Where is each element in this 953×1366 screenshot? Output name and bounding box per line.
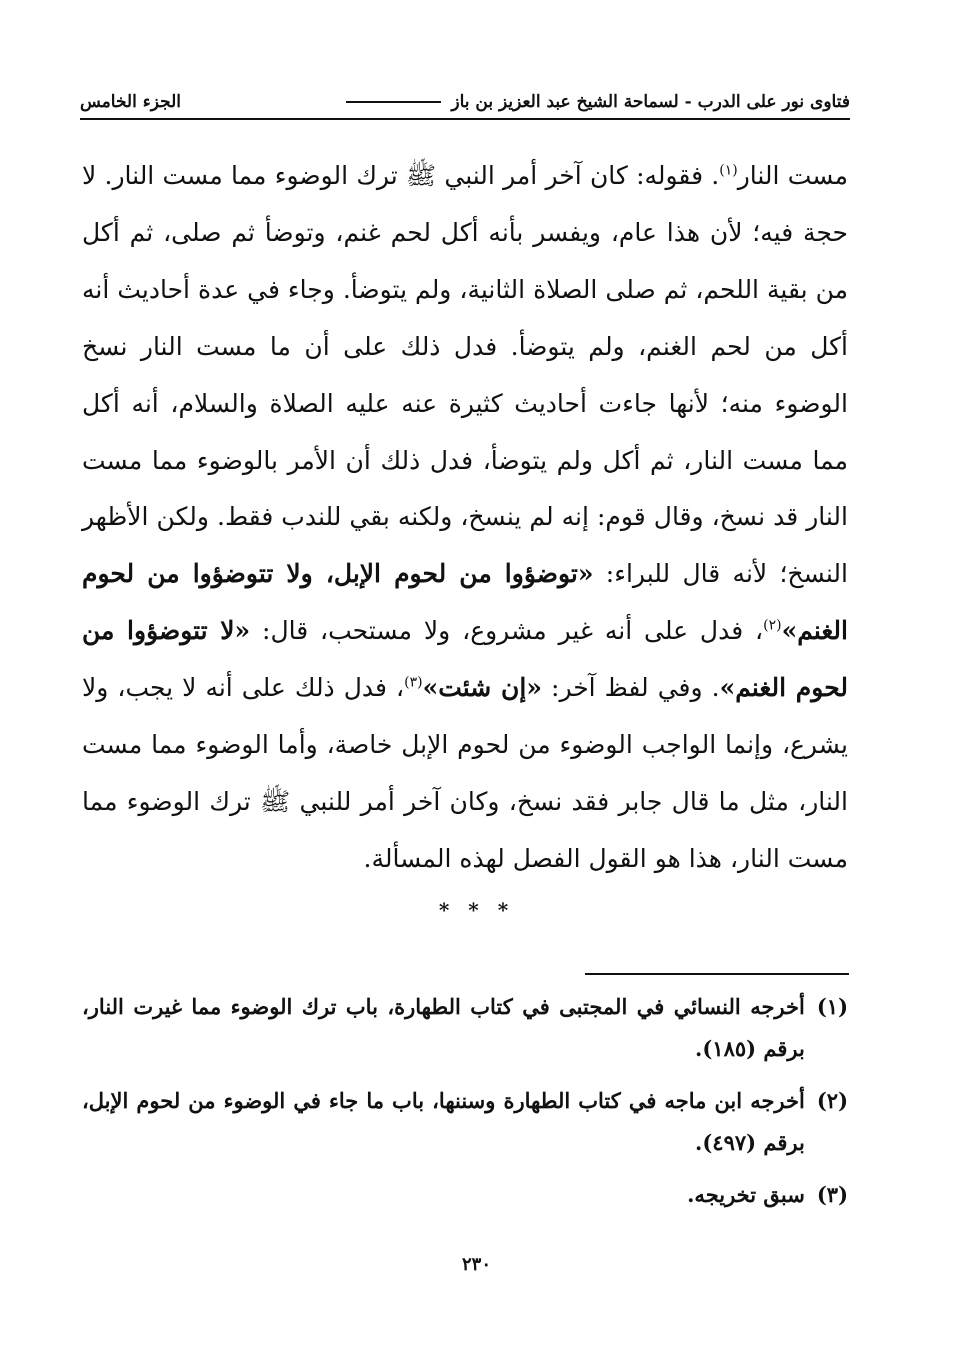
footnote-ref-2[interactable]: (٢) (763, 617, 782, 634)
footnote-number: (١) (816, 994, 848, 1019)
running-header (80, 92, 850, 120)
footnote-ref-1[interactable]: (١) (719, 162, 738, 179)
text-segment: ، فدل على أنه غير مشروع، ولا مستحب، قال: (250, 616, 764, 646)
footnote-text: أخرجه النسائي في المجتبى في كتاب الطهارة، باب ترك الوضوء مما غيرت النار، برقم (١٨٥). (82, 994, 805, 1061)
text-segment: . وفي لفظ آخر: (541, 673, 720, 703)
text-segment: مست النار (737, 161, 848, 190)
header-dash-line (346, 101, 441, 103)
section-separator: * * * (438, 898, 515, 922)
footnote-number: (٣) (816, 1182, 848, 1207)
hadith-quote: «إن شئت» (422, 673, 542, 703)
volume-label: الجزء الخامس (80, 92, 182, 112)
footnote-number: (٢) (816, 1088, 848, 1113)
text-segment: . فقوله: كان آخر أمر النبي ﷺ ترك الوضوء مما مست النار. لا حجة فيه؛ لأن هذا عام، ويفسر بأنه أكل لحم غنم، وتوضأ ثم صلى، ثم أكل من بقية اللحم، ثم صلى الصلاة الثانية، ولم يتوضأ. وجاء في عدة أحاديث أنه أكل من لحم الغنم، ولم يتوضأ. فدل ذلك على أن ما مست النار نسخ الوضوء منه؛ لأنها جاءت أحاديث كثيرة عنه عليه الصلاة والسلام، أنه أكل مما مست النار، ثم أكل ولم يتوضأ، فدل ذلك أن الأمر بالوضوء مما مست النار قد نسخ، وقال قوم: إنه لم ينسخ، ولكنه بقي للندب فقط. ولكن الأظهر النسخ؛ لأنه قال للبراء: (82, 161, 848, 589)
footnote-text: أخرجه ابن ماجه في كتاب الطهارة وسننها، باب ما جاء في الوضوء من لحوم الإبل، برقم (٤٩٧). (82, 1088, 805, 1155)
footnotes (82, 986, 848, 1226)
text-segment: ، فدل ذلك على أنه لا يجب، ولا يشرع، وإنما الواجب الوضوء من لحوم الإبل خاصة، وأما الوضوء مما مست النار، مثل ما قال جابر فقد نسخ، وكان آخر أمر للنبي ﷺ ترك الوضوء مما مست النار، هذا هو القول الفصل لهذه المسألة. (82, 673, 848, 873)
hadith-quote: «لا تتوضؤوا من لحوم الغنم» (82, 616, 848, 703)
footnote-rule (585, 973, 849, 975)
main-text (82, 148, 848, 888)
hadith-quote: «توضؤوا من لحوم الإبل، ولا تتوضؤوا من لحوم الغنم» (82, 559, 848, 646)
header-title-group (346, 92, 850, 112)
footnote-3 (82, 1174, 848, 1216)
footnote-2 (82, 1080, 848, 1164)
footnote-ref-3[interactable]: (٣) (404, 674, 423, 691)
book-title: فتاوى نور على الدرب - لسماحة الشيخ عبد العزيز بن باز (451, 92, 850, 112)
page-number: ٢٣٠ (461, 1254, 491, 1275)
footnote-1 (82, 986, 848, 1070)
footnote-text: سبق تخريجه. (687, 1182, 805, 1207)
